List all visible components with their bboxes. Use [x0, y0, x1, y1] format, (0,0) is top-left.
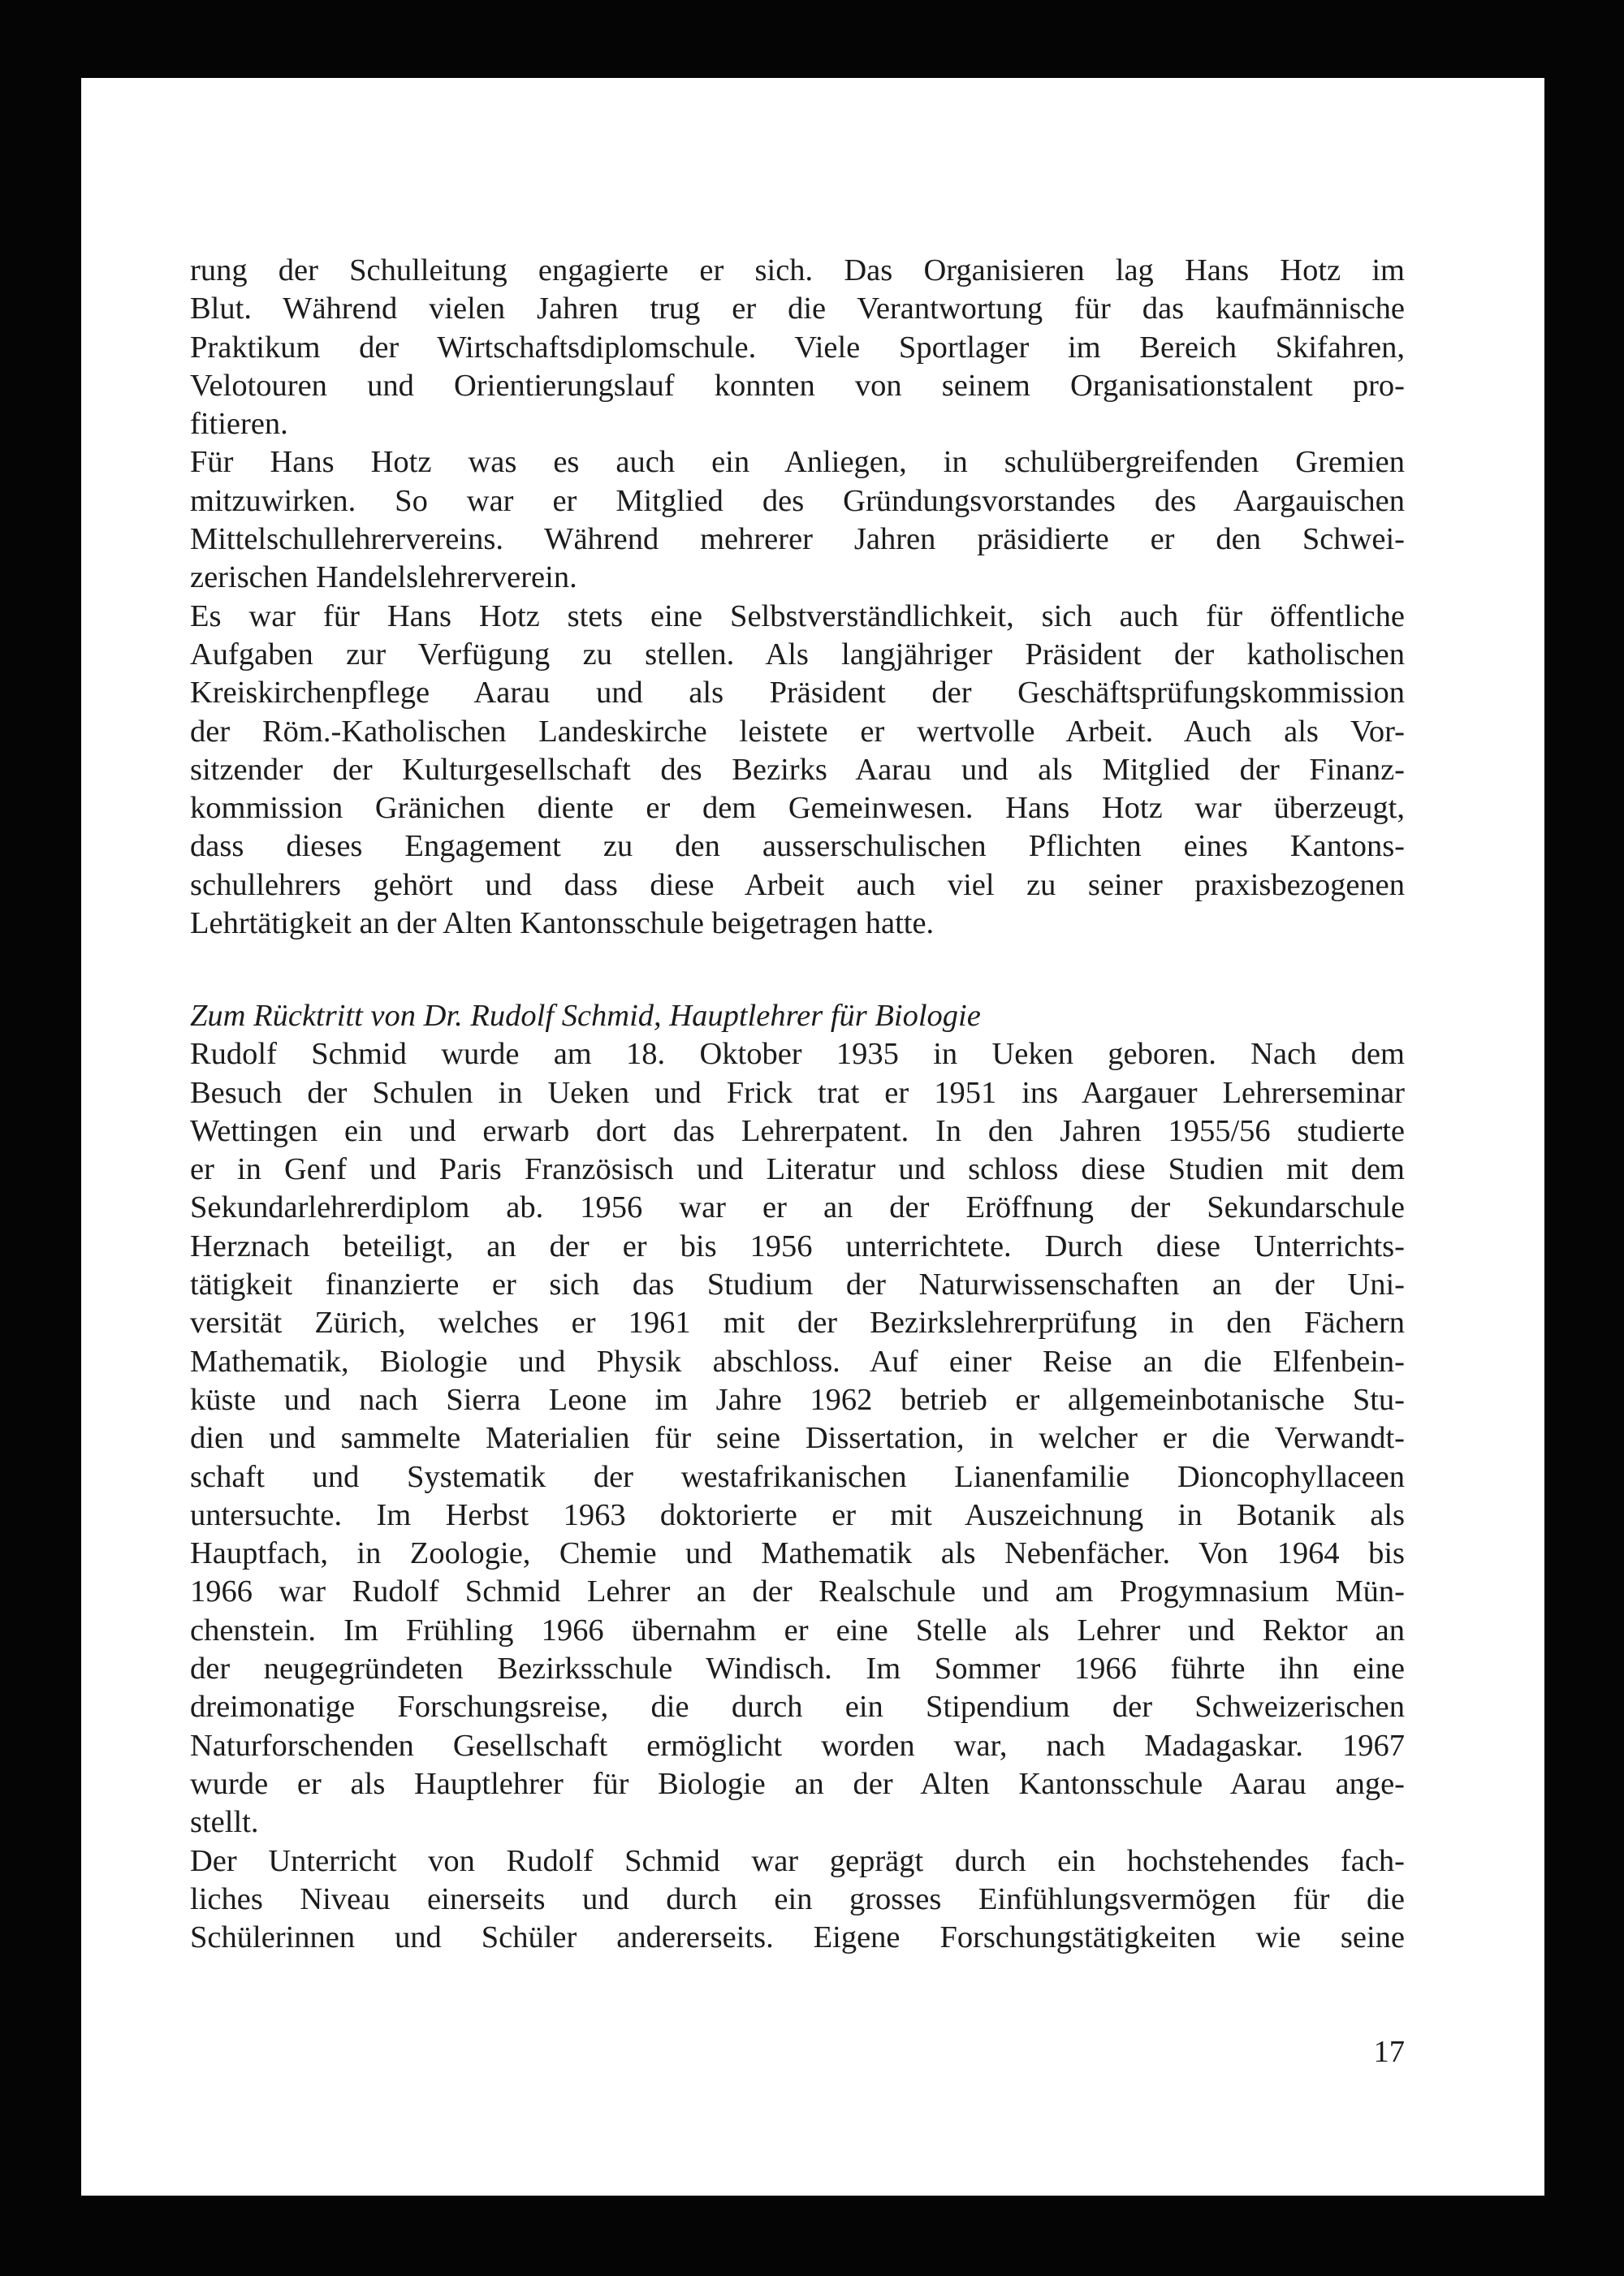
- text-line: wurde er als Hauptlehrer für Biologie an der Alten Kantonsschule Aarau ange-: [190, 1766, 1405, 1801]
- text-line: Lehrtätigkeit an der Alten Kantonsschule beigetragen hatte.: [190, 906, 935, 941]
- text-line: liches Niveau einerseits und durch ein grosses Einfühlungsvermögen für die: [190, 1881, 1405, 1916]
- document-page: [81, 78, 1544, 2196]
- text-line: schaft und Systematik der westafrikanischen Lianenfamilie Dioncophyllaceen: [190, 1459, 1405, 1494]
- text-line: Wettingen ein und erwarb dort das Lehrerpatent. In den Jahren 1955/56 studierte: [190, 1113, 1405, 1148]
- text-line: fitieren.: [190, 407, 288, 442]
- text-line: rung der Schulleitung engagierte er sich. Das Organisieren lag Hans Hotz im: [190, 253, 1405, 287]
- text-line: 1966 war Rudolf Schmid Lehrer an der Realschule und am Progymnasium Mün-: [190, 1574, 1405, 1609]
- text-line: Hauptfach, in Zoologie, Chemie und Mathematik als Nebenfächer. Von 1964 bis: [190, 1536, 1405, 1571]
- text-line: Sekundarlehrerdiplom ab. 1956 war er an der Eröffnung der Sekundarschule: [190, 1190, 1405, 1225]
- text-line: Mathematik, Biologie und Physik abschloss. Auf einer Reise an die Elfenbein-: [190, 1344, 1405, 1379]
- section-heading: Zum Rücktritt von Dr. Rudolf Schmid, Hauptlehrer für Biologie: [190, 999, 981, 1033]
- text-line: Es war für Hans Hotz stets eine Selbstverständlichkeit, sich auch für öffentliche: [190, 598, 1405, 633]
- text-line: schullehrers gehört und dass diese Arbeit auch viel zu seiner praxisbezogenen: [190, 867, 1405, 902]
- text-line: mitzuwirken. So war er Mitglied des Gründungsvorstandes des Aargauischen: [190, 483, 1405, 518]
- text-line: Blut. Während vielen Jahren trug er die Verantwortung für das kaufmännische: [190, 292, 1405, 326]
- text-line: Der Unterricht von Rudolf Schmid war geprägt durch ein hochstehendes fach-: [190, 1843, 1405, 1878]
- text-line: stellt.: [190, 1805, 259, 1840]
- text-line: Mittelschullehrervereins. Während mehrerer Jahren präsidierte er den Schwei-: [190, 522, 1405, 557]
- text-line: Kreiskirchenpflege Aarau und als Präsident der Geschäftsprüfungskommission: [190, 676, 1405, 710]
- text-line: Velotouren und Orientierungslauf konnten von seinem Organisationstalent pro-: [190, 368, 1405, 403]
- text-line: tätigkeit finanzierte er sich das Studium der Naturwissenschaften an der Uni-: [190, 1268, 1405, 1302]
- text-line: Rudolf Schmid wurde am 18. Oktober 1935 in Ueken geboren. Nach dem: [190, 1037, 1405, 1072]
- text-line: Herznach beteiligt, an der er bis 1956 unterrichtete. Durch diese Unterrichts-: [190, 1229, 1405, 1263]
- text-line: der neugegründeten Bezirksschule Windisch. Im Sommer 1966 führte ihn eine: [190, 1652, 1405, 1686]
- text-line: dass dieses Engagement zu den ausserschulischen Pflichten eines Kantons-: [190, 829, 1405, 864]
- text-line: zerischen Handelslehrerverein.: [190, 560, 577, 595]
- text-line: Aufgaben zur Verfügung zu stellen. Als langjähriger Präsident der katholischen: [190, 637, 1405, 672]
- text-line: sitzender der Kulturgesellschaft des Bezirks Aarau und als Mitglied der Finanz-: [190, 752, 1405, 787]
- text-line: der Röm.-Katholischen Landeskirche leistete er wertvolle Arbeit. Auch als Vor-: [190, 714, 1405, 749]
- text-line: Naturforschenden Gesellschaft ermöglicht worden war, nach Madagaskar. 1967: [190, 1728, 1405, 1763]
- text-line: Schülerinnen und Schüler andererseits. Eigene Forschungstätigkeiten wie seine: [190, 1920, 1405, 1955]
- section-schmid: [190, 997, 1405, 1957]
- text-line: Für Hans Hotz was es auch ein Anliegen, in schulübergreifenden Gremien: [190, 445, 1405, 480]
- page-number: 17: [1373, 2035, 1405, 2069]
- text-line: versität Zürich, welches er 1961 mit der Bezirkslehrerprüfung in den Fächern: [190, 1306, 1405, 1341]
- text-line: er in Genf und Paris Französisch und Literatur und schloss diese Studien mit dem: [190, 1152, 1405, 1187]
- text-line: dreimonatige Forschungsreise, die durch ein Stipendium der Schweizerischen: [190, 1690, 1405, 1725]
- section-hotz: [190, 252, 1405, 943]
- text-line: küste und nach Sierra Leone im Jahre 1962 betrieb er allgemeinbotanische Stu-: [190, 1382, 1405, 1417]
- text-line: chenstein. Im Frühling 1966 übernahm er eine Stelle als Lehrer und Rektor an: [190, 1613, 1405, 1648]
- text-line: kommission Gränichen diente er dem Gemeinwesen. Hans Hotz war überzeugt,: [190, 791, 1405, 826]
- text-line: Praktikum der Wirtschaftsdiplomschule. Viele Sportlager im Bereich Skifahren,: [190, 330, 1405, 365]
- text-line: Besuch der Schulen in Ueken und Frick trat er 1951 ins Aargauer Lehrerseminar: [190, 1075, 1405, 1110]
- text-line: dien und sammelte Materialien für seine Dissertation, in welcher er die Verwandt-: [190, 1421, 1405, 1456]
- text-line: untersuchte. Im Herbst 1963 doktorierte er mit Auszeichnung in Botanik als: [190, 1497, 1405, 1532]
